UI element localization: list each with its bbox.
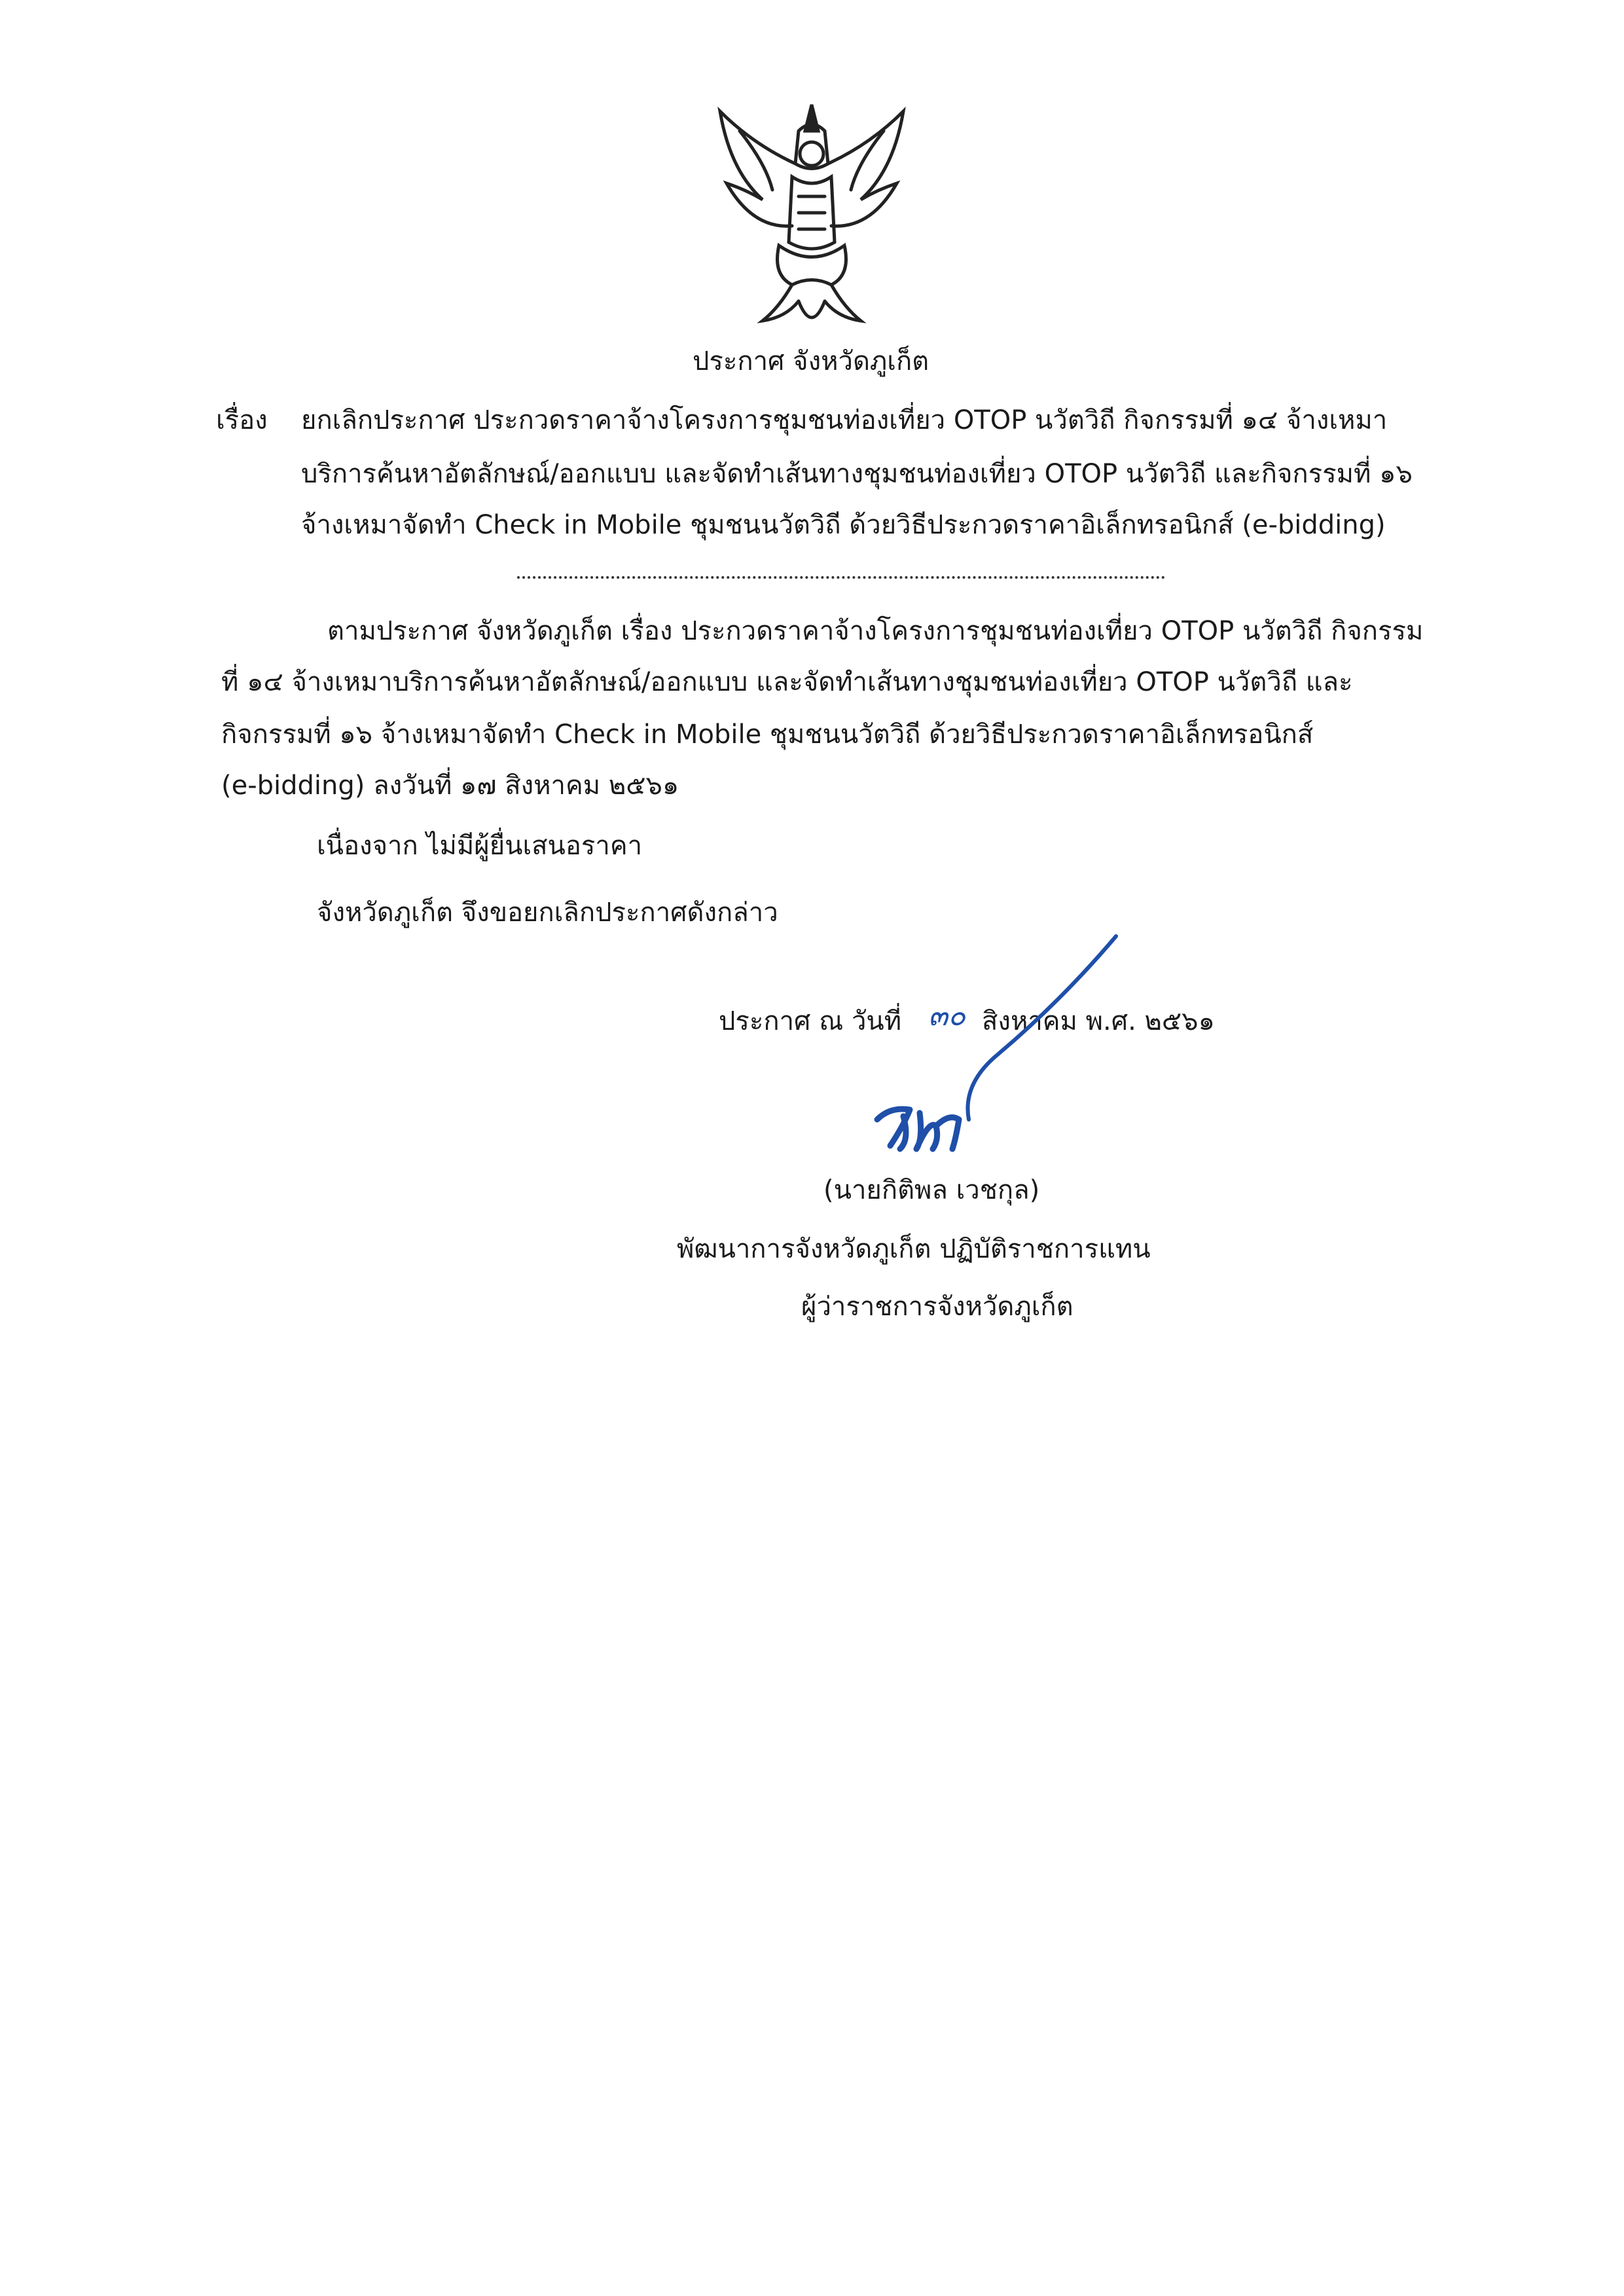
separator-dots [517,576,1165,579]
date-suffix: สิงหาคม พ.ศ. ๒๕๖๑ [982,1006,1215,1036]
subject-line-1: ยกเลิกประกาศ ประกวดราคาจ้างโครงการชุมชนท่องเที่ยว OTOP นวัตวิถี กิจกรรมที่ ๑๔ จ้างเหมา [301,405,1388,435]
signatory-position-2: ผู้ว่าราชการจังหวัดภูเก็ต [801,1292,1074,1322]
date-prefix: ประกาศ ณ วันที่ [719,1006,902,1036]
body-line-4: (e-bidding) ลงวันที่ ๑๗ สิงหาคม ๒๕๖๑ [221,771,679,801]
signature-mark [864,930,1139,1178]
document-title: ประกาศ จังหวัดภูเก็ต [693,346,929,376]
date-day-handwritten: ๓๐ [928,999,965,1032]
subject-label: เรื่อง [216,405,268,435]
cancel-line: จังหวัดภูเก็ต จึงขอยกเลิกประกาศดังกล่าว [317,898,778,928]
subject-line-3: จ้างเหมาจัดทำ Check in Mobile ชุมชนนวัตวิถี ด้วยวิธีประกวดราคาอิเล็กทรอนิกส์ (e-bidding) [301,510,1386,540]
reason-line: เนื่องจาก ไม่มีผู้ยื่นเสนอราคา [317,831,643,861]
subject-line-2: บริการค้นหาอัตลักษณ์/ออกแบบ และจัดทำเส้นทางชุมชนท่องเที่ยว OTOP นวัตวิถี และกิจกรรมที่ ๑๖ [301,459,1413,489]
garuda-emblem-icon [700,92,923,340]
body-line-2: ที่ ๑๔ จ้างเหมาบริการค้นหาอัตลักษณ์/ออกแบบ และจัดทำเส้นทางชุมชนท่องเที่ยว OTOP นวัตวิถี และ [221,667,1353,697]
body-line-3: กิจกรรมที่ ๑๖ จ้างเหมาจัดทำ Check in Mobile ชุมชนนวัตวิถี ด้วยวิธีประกวดราคาอิเล็กทรอนิกส์ [221,720,1314,750]
signatory-position-1: พัฒนาการจังหวัดภูเก็ต ปฏิบัติราชการแทน [677,1234,1151,1264]
body-line-1: ตามประกาศ จังหวัดภูเก็ต เรื่อง ประกวดราคาจ้างโครงการชุมชนท่องเที่ยว OTOP นวัตวิถี กิจกรรม [327,616,1424,646]
signatory-name: (นายกิติพล เวชกุล) [823,1175,1040,1205]
